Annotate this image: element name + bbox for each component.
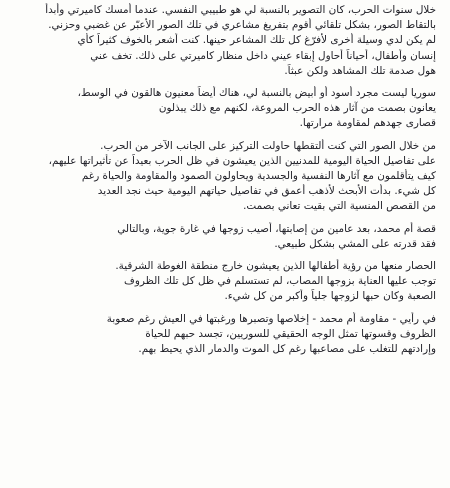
paragraph — [10, 312, 436, 358]
text-line: إنسان وأطفال، أحياناً أحاول إبقاء عيني داخل منظار كاميرتي على ذلك. تخف عني — [90, 49, 436, 62]
text-line: كيف يتأقلمون مع آثارها النفسية والجسدية ويحاولون الصمود والمقاومة والحياة رغم — [81, 170, 436, 183]
text-line: الظروف وقسوتها تمثل الوجه الحقيقي للسوريين، تجسد حبهم للحياة — [145, 327, 436, 340]
text-line: فقد قدرته على المشي بشكل طبيعي. — [274, 237, 436, 250]
text-line: من خلال الصور التي كنت ألتقطها حاولت التركيز على الجانب الآخر من الحرب. — [100, 139, 436, 152]
text-line: سوريا ليست مجرد أسود أو أبيض بالنسبة لي، هناك أيضاً معنيون هالقون في الوسط، — [77, 87, 436, 100]
text-line: من القصص المنسية التي بقيت تعاني بصمت. — [243, 200, 436, 213]
text-line: توجب عليها العناية بزوجها المصاب، لم تستسلم في ظل كل تلك الظروف — [124, 275, 436, 288]
text-line: كل شيء. بدأت الأبحث لأذهب أعمق في تفاصيل حياتهم اليومية حيث نجد العديد — [97, 185, 436, 198]
text-line: في رأيي - مقاومة أم محمد - إخلاصها وتصبرها ورغبتها في العيش رغم صعوبة — [106, 312, 436, 325]
text-line: يعانون بصمت من آثار هذه الحرب المروعة، لكنهم مع ذلك يبذلون — [158, 102, 436, 115]
paragraph — [10, 259, 436, 305]
text-line: بالتقاط الصور، بشكل تلقائي أقوم بتفريغ مشاعري في تلك الصور الأعبّر عن غضبي وحزني. — [48, 19, 436, 32]
text-line: وإرادتهم للتغلب على مصاعبها رغم كل الموت والدمار الذي يحيط بهم. — [138, 343, 436, 356]
text-line: الصعبة وكان حبها لزوجها جلياً وأكبر من كل شيء. — [224, 290, 436, 303]
text-line: هول صدمة تلك المشاهد ولكن عبثاً. — [284, 64, 436, 77]
paragraph — [10, 3, 436, 79]
text-line: على تفاصيل الحياة اليومية للمدنيين الذين يعيشون في ظل الحرب بعيداً عن تأثيراتها عليهم، — [48, 154, 436, 167]
paragraph — [10, 86, 436, 132]
text-line: لم يكن لدي وسيلة أخرى لأفرّغ كل تلك المشاعر حينها. كنت أشعر بالخوف كثيراً كأي — [77, 34, 436, 47]
text-line: خلال سنوات الحرب، كان التصوير بالنسبة لي هو طبيبي النفسي. عندما أمسك كاميرتي وأبدأ — [45, 4, 436, 16]
text-line: قصارى جهدهم لمقاومة مرارتها. — [299, 117, 436, 130]
paragraph — [10, 139, 436, 215]
text-line: الحصار منعها من رؤية أطفالها الذين يعيشون خارج منطقة الغوطة الشرقية. — [115, 260, 436, 273]
paragraph — [10, 222, 436, 252]
text-line: قصة أم محمد، بعد عامين من إصابتها، أصيب زوجها في غارة جوية، وبالتالي — [117, 222, 436, 235]
